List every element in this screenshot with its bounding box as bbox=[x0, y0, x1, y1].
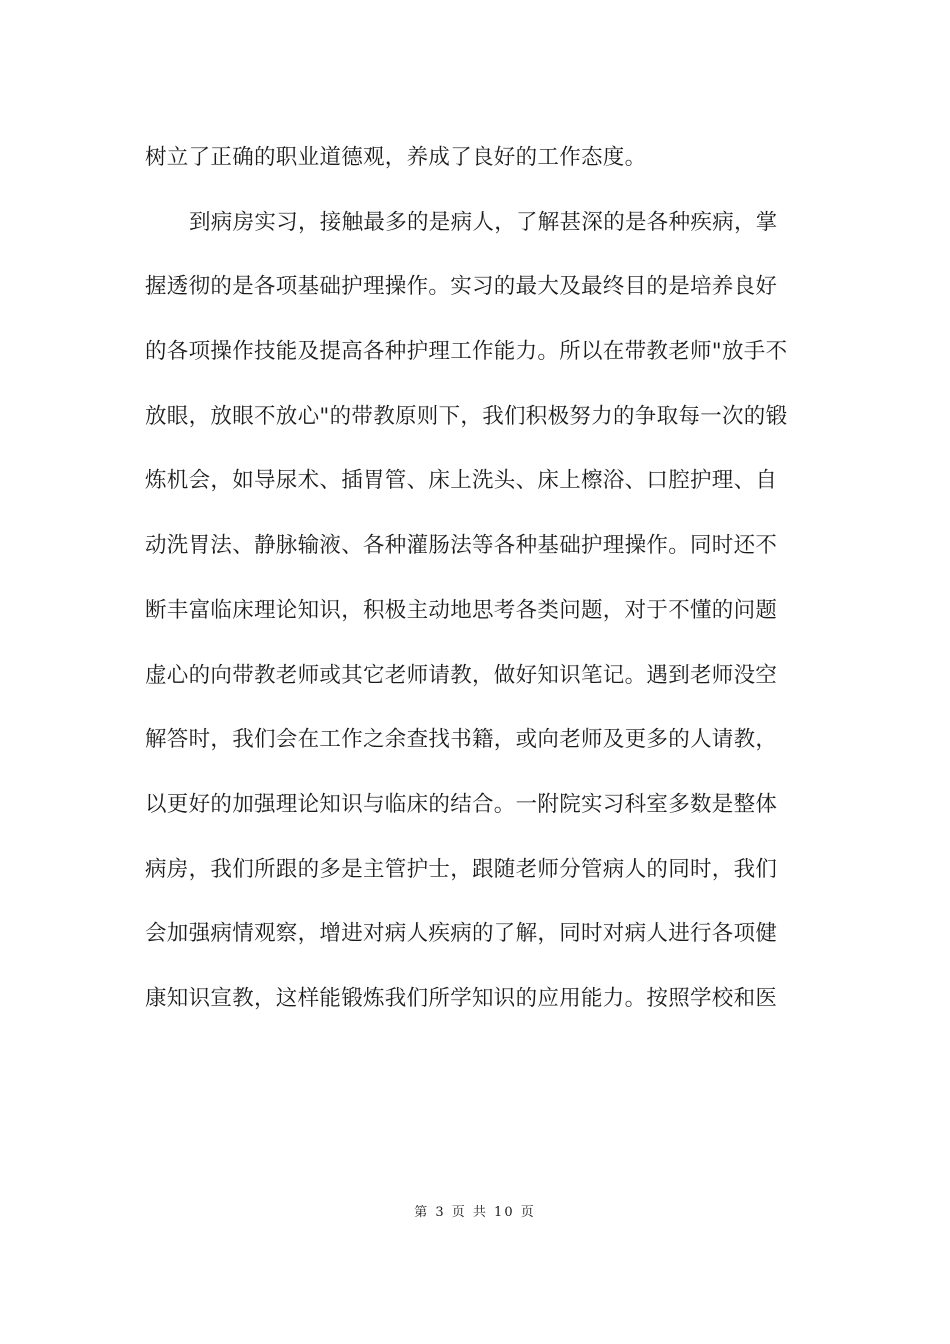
paragraph-first-line: 到病房实习，接触最多的是病人，了解甚深的是各种疾病，掌 bbox=[189, 209, 778, 235]
text-line: 解答时，我们会在工作之余查找书籍，或向老师及更多的人请教， bbox=[145, 727, 778, 753]
text-line: 以更好的加强理论知识与临床的结合。一附院实习科室多数是整体 bbox=[145, 791, 778, 817]
text-line: 病房，我们所跟的多是主管护士，跟随老师分管病人的同时，我们 bbox=[145, 856, 778, 882]
body-text bbox=[145, 126, 817, 1032]
text-line: 炼机会，如导尿术、插胃管、床上洗头、床上檫浴、口腔护理、自 bbox=[145, 468, 778, 494]
text-line: 树立了正确的职业道德观，养成了良好的工作态度。 bbox=[145, 145, 647, 170]
page-number-footer: 第 3 页 共 10 页 bbox=[414, 1205, 536, 1220]
text-line: 动洗胃法、静脉输液、各种灌肠法等各种基础护理操作。同时还不 bbox=[145, 533, 778, 559]
text-line: 虚心的向带教老师或其它老师请教，做好知识笔记。遇到老师没空 bbox=[145, 662, 778, 688]
text-line: 握透彻的是各项基础护理操作。实习的最大及最终目的是培养良好 bbox=[145, 274, 778, 300]
text-line: 放眼，放眼不放心"的带教原则下，我们积极努力的争取每一次的锻 bbox=[145, 403, 788, 429]
text-line: 断丰富临床理论知识，积极主动地思考各类问题，对于不懂的问题 bbox=[145, 597, 778, 623]
text-line: 会加强病情观察，增进对病人疾病的了解，同时对病人进行各项健 bbox=[145, 921, 778, 947]
text-line: 康知识宣教，这样能锻炼我们所学知识的应用能力。按照学校和医 bbox=[145, 985, 778, 1011]
text-line: 的各项操作技能及提高各种护理工作能力。所以在带教老师"放手不 bbox=[145, 339, 788, 365]
